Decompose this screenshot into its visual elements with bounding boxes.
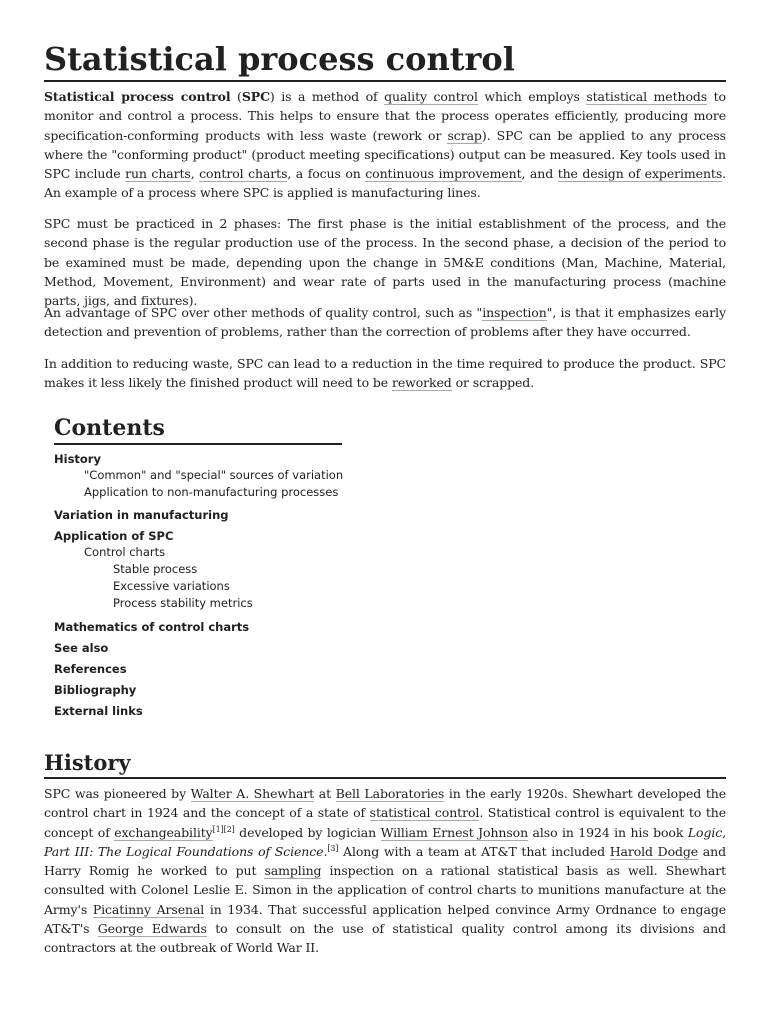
- link-bell-laboratories[interactable]: Bell Laboratories: [335, 786, 445, 801]
- link-inspection[interactable]: inspection: [482, 305, 547, 320]
- reference-1[interactable]: [1]: [212, 824, 224, 834]
- toc-item-history[interactable]: History: [54, 452, 101, 466]
- reference-2[interactable]: [2]: [223, 824, 235, 834]
- link-harold-dodge[interactable]: Harold Dodge: [609, 843, 699, 859]
- toc-item-non-manufacturing[interactable]: Application to non-manufacturing processes: [84, 485, 339, 499]
- link-statistical-control[interactable]: statistical control: [369, 805, 480, 821]
- link-exchangeability[interactable]: exchangeability: [114, 824, 213, 840]
- toc-item-external-links[interactable]: External links: [54, 704, 143, 718]
- toc-item-mathematics[interactable]: Mathematics of control charts: [54, 620, 250, 634]
- link-statistical-methods[interactable]: statistical methods: [586, 89, 708, 104]
- intro-paragraph-3: An advantage of SPC over other methods of quality control, such as "inspection", is that it emphasizes early detection and prevention of problems, rather than the correction of problems after they have occurred.: [44, 305, 726, 340]
- link-william-ernest-johnson[interactable]: William Ernest Johnson: [380, 824, 529, 840]
- link-design-of-experiments[interactable]: the design of experiments: [557, 166, 723, 182]
- reference-3[interactable]: [3]: [327, 843, 339, 853]
- link-walter-shewhart[interactable]: Walter A. Shewhart: [190, 786, 315, 801]
- toc-item-stable-process[interactable]: Stable process: [113, 562, 198, 576]
- book-title: Logic, Part III: The Logical Foundations of Science: [44, 824, 727, 859]
- toc-item-control-charts[interactable]: Control charts: [84, 545, 166, 559]
- bold-term: Statistical process control: [44, 89, 231, 104]
- link-sampling[interactable]: sampling: [264, 863, 322, 879]
- toc-item-excessive-variations[interactable]: Excessive variations: [113, 579, 230, 593]
- link-control-charts[interactable]: control charts: [199, 166, 288, 182]
- link-scrap[interactable]: scrap: [447, 127, 482, 143]
- table-of-contents: [54, 414, 342, 719]
- link-george-edwards[interactable]: George Edwards: [97, 921, 207, 937]
- intro-paragraph-1: Statistical process control (SPC) is a method of quality control which employs statistical methods to monitor and control a process. This helps to ensure that the process operates efficiently, producing more specification-conforming products with less waste (rework or scrap). SPC can be applied to any process where the "conforming product" (product meeting specifications) output can be measured. Key tools used in SPC include run charts, control charts, a focus on continuous improvement, and the design of experiments. An example of a process where SPC is applied is manufacturing lines.: [44, 89, 727, 201]
- toc-title: Contents: [54, 414, 342, 445]
- link-run-charts[interactable]: run charts: [125, 166, 191, 182]
- link-reworked[interactable]: reworked: [391, 375, 452, 391]
- link-quality-control[interactable]: quality control: [384, 89, 478, 104]
- toc-item-bibliography[interactable]: Bibliography: [54, 683, 137, 697]
- intro-paragraph-2: SPC must be practiced in 2 phases: The first phase is the initial establishment of the process, and the second phase is the regular production use of the process. In the second phase, a decision of the period to be examined must be made, depending upon the change in 5M&E conditions (Man, Machine, Material, Method, Movement, Environment) and wear rate of parts used in the manufacturing process (machine parts, jigs, and fixtures).: [44, 216, 726, 309]
- toc-item-common-special-sources[interactable]: "Common" and "special" sources of variation: [84, 468, 344, 482]
- link-picatinny-arsenal[interactable]: Picatinny Arsenal: [92, 901, 205, 917]
- toc-item-variation-in-manufacturing[interactable]: Variation in manufacturing: [54, 508, 229, 522]
- page-title: Statistical process control: [44, 38, 726, 82]
- history-paragraph-1: SPC was pioneered by Walter A. Shewhart at Bell Laboratories in the early 1920s. Shewhart developed the control chart in 1924 and the concept of a state of statistical control. Statistical control is equivalent to the concept of exchangeability[1][2] developed by logician William Ernest Johnson also in 1924 in his book Logic, Part III: The Logical Foundations of Science.[3] Along with a team at AT&T that included Harold Dodge and Harry Romig he worked to put sampling inspection on a rational statistical basis as well. Shewhart consulted with Colonel Leslie E. Simon in the application of control charts to munitions manufacture at the Army's Picatinny Arsenal in 1934. That successful application helped convince Army Ordnance to engage AT&T's George Edwards to consult on the use of statistical quality control among its divisions and contractors at the outbreak of World War II.: [44, 786, 727, 956]
- toc-item-see-also[interactable]: See also: [54, 641, 109, 655]
- intro-paragraph-4: In addition to reducing waste, SPC can lead to a reduction in the time required to produce the product. SPC makes it less likely the finished product will need to be reworked or scrapped.: [44, 356, 726, 391]
- toc-item-references[interactable]: References: [54, 662, 127, 676]
- section-title-history: History: [44, 749, 726, 779]
- abbr-term: SPC: [241, 89, 270, 104]
- toc-item-process-stability-metrics[interactable]: Process stability metrics: [113, 596, 253, 610]
- link-continuous-improvement[interactable]: continuous improvement: [365, 166, 522, 182]
- toc-item-application-of-spc[interactable]: Application of SPC: [54, 529, 174, 543]
